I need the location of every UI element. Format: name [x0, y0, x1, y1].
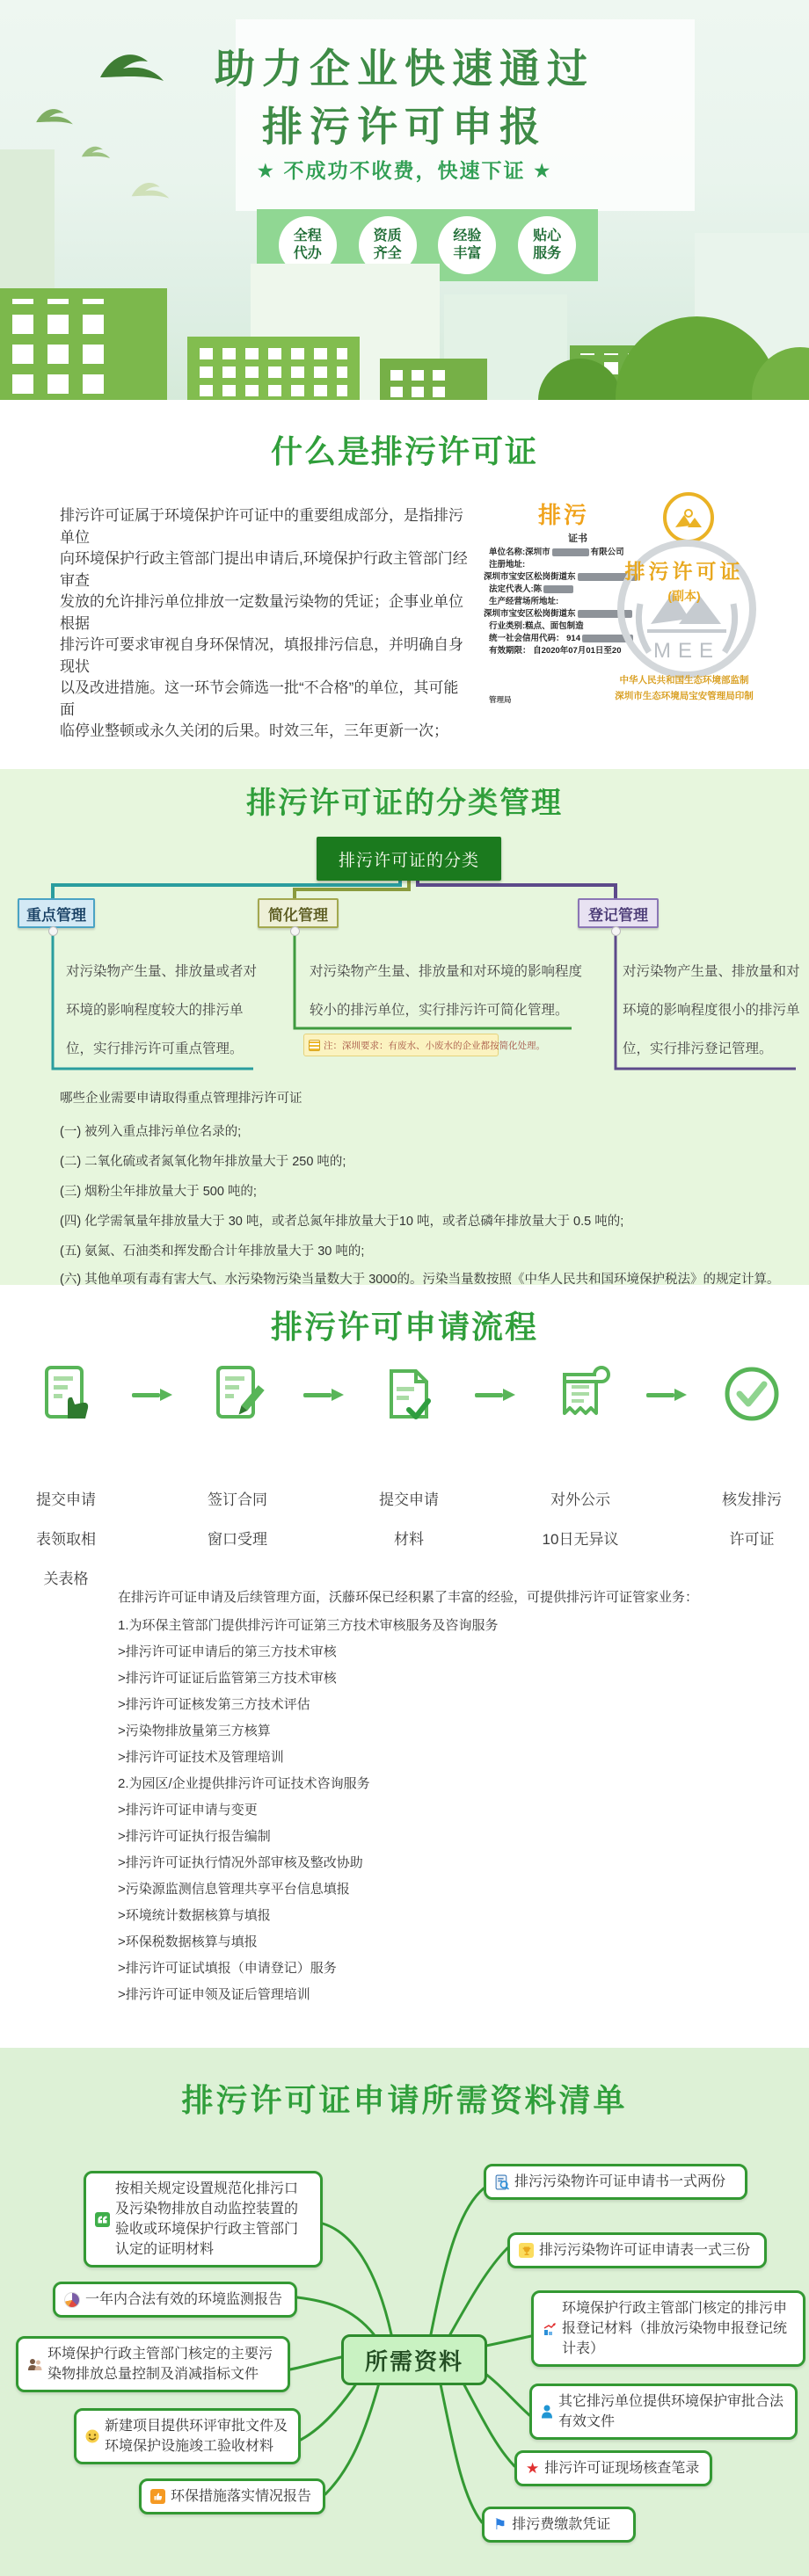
cert-doc-label: 证书: [568, 533, 587, 544]
sign-contract-icon: [208, 1364, 267, 1424]
building-windows: [12, 299, 118, 394]
desc-line: 较小的排污单位，实行排污许可简化管理。: [310, 1003, 569, 1018]
note-text: 注：深圳要求：有废水、小废水的企业都按简化处理。: [324, 1040, 545, 1051]
gold-seal-icon: [663, 492, 714, 543]
collapse-dot: [48, 926, 58, 936]
condition-item: (二) 二氧化硫或者氮氧化物年排放量大于 250 吨的;: [60, 1155, 346, 1169]
cert-line-text: 注册地址:: [489, 560, 526, 570]
service-line: >排污许可证执行情况外部审核及整改协助: [118, 1855, 363, 1870]
branch-key-management: 重点管理: [18, 898, 95, 928]
redaction-bar: [552, 548, 589, 556]
node-text: 环境保护行政主管部门核定的主要污染物排放总量控制及消减指标文件: [47, 2347, 273, 2382]
cert-line-text: 统一社会信用代码： 914: [489, 634, 580, 643]
material-node-eia-approval: [74, 2408, 301, 2464]
material-node-monitoring-report: [53, 2282, 297, 2318]
paragraph-line: 向环境保护行政主管部门提出申请后,环境保护行政主管部门经审查: [60, 550, 468, 589]
cert-issuer-note: 管理局: [489, 695, 512, 704]
mindmap-center-node: 所需资料: [341, 2334, 487, 2385]
node-text: 一年内合法有效的环境监测报告: [85, 2292, 283, 2307]
step-caption: 签订合同: [208, 1491, 267, 1508]
smiley-icon: [85, 2429, 99, 2443]
badge-experience: [438, 216, 496, 274]
step-caption: 材料: [394, 1531, 424, 1548]
condition-item: (一) 被列入重点排污单位名录的;: [60, 1125, 242, 1139]
service-line: >环境统计数据核算与填报: [118, 1908, 271, 1923]
pie-chart-icon: [64, 2292, 80, 2308]
desc-line: 环境的影响程度很小的排污单: [623, 1003, 800, 1018]
material-node-site-check-notes: [514, 2450, 712, 2486]
collapse-dot: [611, 926, 621, 936]
doc-search-icon: [495, 2174, 509, 2190]
service-line: >污染物排放量第三方核算: [118, 1723, 271, 1738]
service-line: >排污许可证证后监管第三方技术审核: [118, 1671, 337, 1686]
arrow-right-icon: [475, 1389, 515, 1401]
step-caption: 10日无异议: [542, 1531, 619, 1548]
badge-text: 经验: [453, 229, 482, 243]
banner-title-line2: 排污许可申报: [262, 104, 547, 149]
cert-line-text: 深圳市宝安区松岗街道东: [484, 572, 576, 582]
material-node-fee-voucher: [482, 2507, 636, 2543]
condition-item: (三) 烟粉尘年排放量大于 500 吨的;: [60, 1185, 257, 1199]
section-heading-what: 什么是排污许可证: [270, 433, 538, 469]
node-text: 排污费缴款凭证: [512, 2517, 611, 2532]
badge-text: 全程: [293, 229, 322, 243]
arrow-right-icon: [646, 1389, 687, 1401]
paragraph-line: 发放的允许排污单位排放一定数量污染物的凭证；企事业单位根据: [60, 593, 463, 632]
paragraph-line: 排污许可证属于环境保护许可证中的重要组成部分，是指排污单位: [60, 507, 463, 546]
material-node-other-approval-docs: [529, 2384, 798, 2440]
node-text: 按相关规定设置规范化排污口及污染物排放自动监控装置的验收或环境保护行政主管部门认定的证明材料: [115, 2181, 299, 2257]
trophy-icon: [519, 2243, 534, 2258]
issue-permit-icon: [722, 1364, 782, 1424]
node-text: 其它排污单位提供环境保护审批合法有效文件: [558, 2394, 784, 2429]
emblem-footer-line2: 深圳市生态环境局宝安管理局印制: [615, 691, 754, 701]
services-intro: 在排污许可证申请及后续管理方面，沃藤环保已经积累了丰富的经验，可提供排污许可证管家业务：: [118, 1590, 699, 1605]
service-line: >排污许可证试填报（申请登记）服务: [118, 1961, 337, 1976]
desc-line: 位，实行排污许可重点管理。: [66, 1041, 244, 1056]
branch-desc-key: [66, 951, 277, 1067]
green-building: [380, 359, 487, 400]
desc-line: 对污染物产生量、排放量或者对: [66, 964, 258, 979]
section-heading-materials: 排污许可证申请所需资料清单: [181, 2082, 628, 2118]
step-caption: 窗口受理: [208, 1531, 267, 1548]
banner-subtitle: ★ 不成功不收费，快速下证 ★: [256, 159, 553, 182]
node-text: 排污污染物许可证申请书一式两份: [514, 2174, 726, 2189]
step-caption: 核发排污: [722, 1491, 782, 1508]
cert-line-text: 单位名称:深圳市: [489, 548, 550, 557]
service-line: >排污许可证申请与变更: [118, 1803, 258, 1818]
cert-line-text: 行业类别:糕点、面包制造: [489, 621, 584, 631]
paragraph-line: 排污许可要求审视自身环保情况，填报排污信息，并明确自身现状: [60, 636, 463, 675]
building-windows: [390, 366, 452, 397]
branch-desc-simplified: [310, 951, 591, 1028]
cert-line-text: 有限公司: [590, 548, 624, 557]
mountain-sun-glyph: [674, 506, 703, 529]
service-line: >排污许可证技术及管理培训: [118, 1750, 284, 1765]
submit-materials-icon: [379, 1364, 439, 1424]
service-line: >污染源监测信息管理共享平台信息填报: [118, 1882, 350, 1897]
building-windows: [200, 345, 347, 396]
badge-service: [518, 216, 576, 274]
badge-text: 丰富: [453, 246, 482, 261]
node-text: 新建项目提供环评审批文件及环境保护设施竣工验收材料: [105, 2419, 288, 2454]
green-building: [0, 288, 167, 400]
arrow-right-icon: [132, 1389, 172, 1401]
node-text: 排污许可证现场核查笔录: [544, 2461, 700, 2476]
material-node-implementation-report: [139, 2478, 325, 2514]
submit-form-icon: [36, 1364, 96, 1424]
emblem-footer-line1: 中华人民共和国生态环境部监制: [619, 675, 749, 686]
permit-certificate-image: [484, 475, 809, 738]
public-notice-icon: [550, 1364, 610, 1424]
star-icon: ★: [526, 2460, 540, 2477]
root-node: 排污许可证的分类: [317, 837, 501, 881]
cert-line-text: 深圳市宝安区松岗街道东: [484, 609, 576, 619]
material-node-outlet-proof: [84, 2171, 323, 2268]
thumbs-up-icon: [150, 2489, 165, 2504]
person-icon: [541, 2405, 553, 2419]
desc-line: 对污染物产生量、排放量和对环境的影响程度: [310, 964, 583, 979]
arrow-right-icon: [303, 1389, 344, 1401]
condition-item: (五) 氨氮、石油类和挥发酚合计年排放量大于 30 吨的;: [60, 1244, 365, 1259]
shenzhen-note: [303, 1034, 545, 1056]
step-caption: 表领取相: [36, 1531, 96, 1548]
material-node-total-control-file: [16, 2336, 290, 2392]
step-caption: 关表格: [43, 1571, 89, 1587]
branch-desc-registration: [623, 951, 807, 1067]
chart-icon: [543, 2322, 557, 2336]
cert-line-text: 生产经营场所地址:: [489, 597, 559, 606]
redaction-bar: [543, 585, 573, 593]
banner-title-line1: 助力企业快速通过: [215, 46, 594, 91]
step-caption: 对外公示: [550, 1491, 610, 1508]
service-line: 2.为园区/企业提供排污许可证技术咨询服务: [118, 1776, 370, 1791]
cert-line-text: 有效期限： 自2020年07月01日至20: [489, 646, 622, 656]
hero-banner: [0, 0, 809, 400]
step-caption: 提交申请: [379, 1491, 439, 1508]
section-heading-process: 排污许可申请流程: [270, 1309, 538, 1345]
desc-line: 环境的影响程度较大的排污单: [66, 1003, 244, 1018]
step-caption: 提交申请: [36, 1491, 96, 1508]
condition-item: (四) 化学需氧量年排放量大于 30 吨，或者总氮年排放量大于10 吨，或者总磷年排放量大于 0.5 吨的;: [60, 1215, 624, 1229]
badge-text: 资质: [373, 229, 402, 243]
cert-title-partial: 排污: [538, 502, 590, 528]
service-line: >排污许可证核发第三方技术评估: [118, 1697, 310, 1712]
material-node-declaration-materials: [531, 2290, 805, 2367]
desc-line: 位，实行排污登记管理。: [623, 1041, 773, 1056]
svg-text:MEE: MEE: [652, 639, 721, 663]
node-text: 环保措施落实情况报告: [171, 2489, 312, 2504]
service-line: 1.为环保主管部门提供排污许可证第三方技术审核服务及咨询服务: [118, 1618, 499, 1633]
branch-simplified-management: 简化管理: [258, 898, 339, 928]
service-line: >环保税数据核算与填报: [118, 1934, 258, 1949]
section-heading-classify: 排污许可证的分类管理: [246, 787, 563, 820]
condition-item: (六) 其他单项有毒有害大气、水污染物污染当量数大于 3000的。污染当量数按照《中华人民共和国环境保护税法》的规定计算。: [60, 1273, 780, 1287]
node-text: 排污污染物许可证申请表一式三份: [539, 2243, 751, 2258]
desc-line: 对污染物产生量、排放量和对: [623, 964, 800, 979]
emblem-copy-label: (副本): [667, 589, 701, 603]
cert-line-text: 法定代表人:陈: [489, 584, 543, 594]
service-line: >排污许可证执行报告编制: [118, 1829, 271, 1844]
flag-icon: ⚑: [493, 2516, 507, 2533]
material-node-application-letter: [484, 2164, 747, 2200]
quote-icon: [95, 2212, 110, 2227]
material-node-application-form: [507, 2232, 767, 2268]
badge-text: 齐全: [373, 246, 402, 261]
badge-text: 代办: [293, 246, 322, 261]
badge-text: 贴心: [533, 229, 562, 243]
node-text: 环境保护行政主管部门核定的排污申报登记材料（排放污染物申报登记统计表）: [562, 2301, 788, 2356]
green-building: [187, 337, 360, 400]
service-line: >排污许可证申请后的第三方技术审核: [118, 1644, 337, 1659]
paragraph-line: 临停业整顿或永久关闭的后果。时效三年，三年更新一次；: [60, 722, 448, 739]
conditions-intro: 哪些企业需要申请取得重点管理排污许可证: [60, 1092, 302, 1106]
branch-registration-management: 登记管理: [578, 898, 659, 928]
step-caption: 许可证: [729, 1531, 775, 1548]
emblem-title: 排污许可证: [624, 560, 744, 583]
people-icon: [27, 2358, 42, 2371]
service-line: >排污许可证申领及证后管理培训: [118, 1987, 310, 2002]
paragraph-line: 以及改进措施。这一环节会筛选一批“不合格”的单位，其可能面: [60, 679, 459, 718]
collapse-dot: [290, 926, 300, 936]
badge-text: 服务: [533, 246, 562, 261]
note-doc-icon: [309, 1040, 320, 1051]
